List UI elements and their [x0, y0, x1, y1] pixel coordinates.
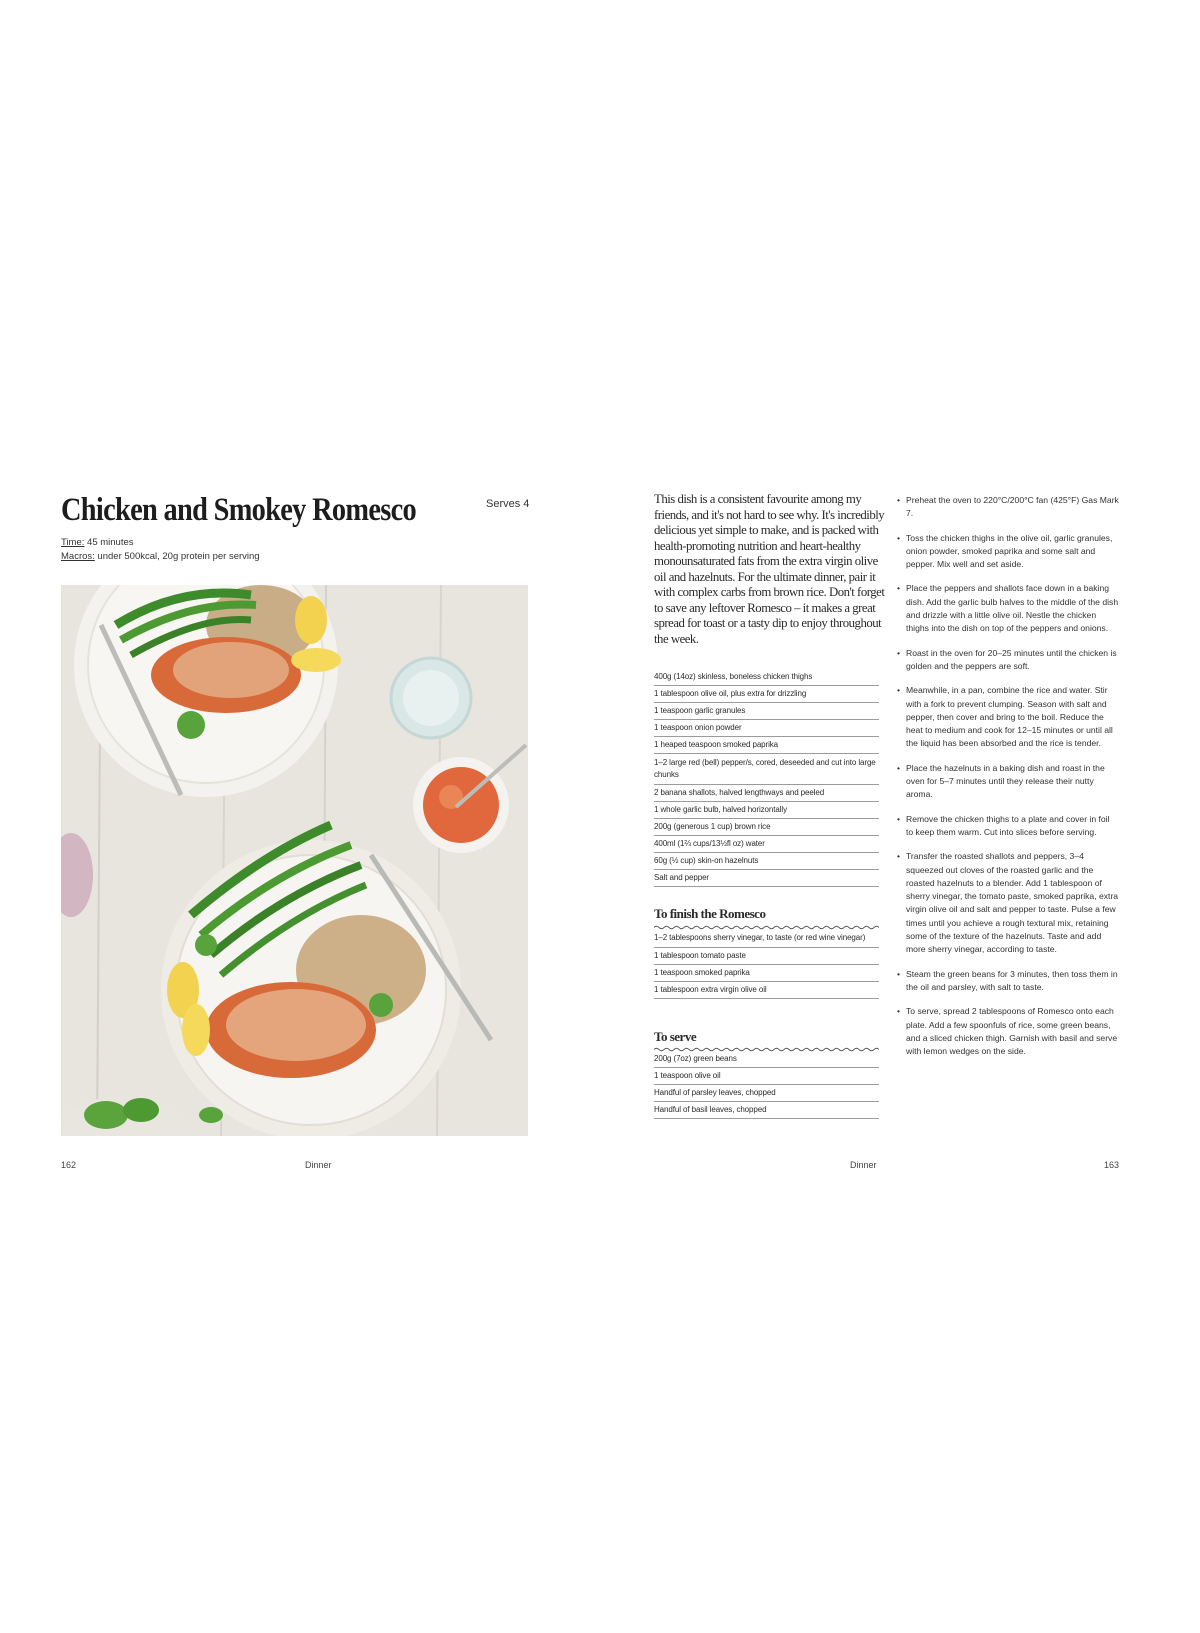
ingredients-list — [654, 669, 879, 887]
method-step: • Toss the chicken thighs in the olive oil, garlic granules, onion powder, smoked paprika and some salt and pepper. Mix well and set aside. — [897, 532, 1113, 570]
bullet-icon: • — [897, 685, 901, 696]
recipe-photo — [61, 585, 528, 1136]
ingredient-item: 2 banana shallots, halved lengthways and peeled — [654, 785, 879, 802]
time-info — [61, 537, 134, 548]
ingredient-item: 1 whole garlic bulb, halved horizontally — [654, 802, 879, 819]
ingredient-item: 400g (14oz) skinless, boneless chicken thighs — [654, 669, 879, 686]
bullet-icon: • — [897, 762, 901, 773]
bullet-icon: • — [897, 968, 901, 979]
page-number-left: 162 — [61, 1160, 77, 1170]
time-label: Time: — [61, 537, 85, 548]
page-number-right: 163 — [1104, 1160, 1120, 1170]
bullet-icon: • — [897, 1006, 901, 1017]
ingredient-item: 200g (generous 1 cup) brown rice — [654, 819, 879, 836]
bullet-icon: • — [897, 583, 901, 594]
serve-ingredients-list — [654, 1051, 879, 1119]
method-step: • Transfer the roasted shallots and peppers, 3–4 squeezed out cloves of the roasted garlic and the roasted hazelnuts to a blender. Add 1 tablespoon of sherry vinegar, the tomato paste, smoked paprika, extra virgin olive oil and salt and pepper to taste. Pulse a few times until you achieve a rough textural mix, retaining some of the texture of the hazelnuts. Taste and add more sherry vinegar, according to taste. — [897, 851, 1119, 955]
ingredient-item: 1 tablespoon olive oil, plus extra for drizzling — [654, 686, 879, 703]
ingredient-item: 1 teaspoon garlic granules — [654, 703, 879, 720]
method-step: • Meanwhile, in a pan, combine the rice and water. Stir with a fork to prevent clumping. Season with salt and pepper, then cover and bring to the boil. Reduce the heat to medium and cook for 12–15 minutes or until all the liquid has been absorbed and the rice is tender. — [897, 685, 1113, 749]
macros-value: under 500kcal, 20g protein per serving — [94, 551, 260, 562]
method-step: • Remove the chicken thighs to a plate and cover in foil to keep them warm. Cut into slices before serving. — [897, 813, 1110, 837]
method-steps — [897, 494, 1119, 1069]
bullet-icon: • — [897, 647, 901, 658]
bullet-icon: • — [897, 495, 901, 505]
bullet-icon: • — [897, 851, 901, 862]
ingredient-item: 400ml (1⅔ cups/13½fl oz) water — [654, 836, 879, 853]
method-step: • Place the peppers and shallots face down in a baking dish. Add the garlic bulb halves to the middle of the dish and drizzle with a little olive oil. Nestle the chicken thighs into the dish on top of the peppers and onions. — [897, 583, 1119, 634]
method-step: • Steam the green beans for 3 minutes, then toss them in the oil and parsley, with salt to taste. — [897, 968, 1118, 992]
time-value: 45 minutes — [84, 537, 134, 548]
section-label-left: Dinner — [305, 1160, 332, 1170]
serves-count: Serves 4 — [486, 498, 530, 510]
section-label-right: Dinner — [850, 1160, 877, 1170]
ingredient-item: Handful of basil leaves, chopped — [654, 1102, 879, 1119]
intro-paragraph: This dish is a consistent favourite among my friends, and it's not hard to see why. It's incredibly delicious yet simple to make, and is packed with health-promoting nutrition and heart-healthy monounsaturated fats from the extra virgin olive oil and hazelnuts. For the ultimate dinner, pair it with complex carbs from brown rice. Don't forget to save any leftover Romesco – it makes a great spread for toast or a tasty dip to enjoy throughout the week. — [654, 492, 885, 646]
ingredient-item: 200g (7oz) green beans — [654, 1051, 879, 1068]
method-step: • Place the hazelnuts in a baking dish and roast in the oven for 5–7 minutes until they release their nutty aroma. — [897, 762, 1105, 800]
macros-label: Macros: — [61, 551, 95, 562]
method-step: • Roast in the oven for 20–25 minutes until the chicken is golden and the peppers are soft. — [897, 647, 1117, 671]
food-illustration — [61, 585, 528, 1136]
serve-heading: To serve — [654, 1029, 697, 1044]
romesco-ingredients-list — [654, 929, 879, 999]
ingredient-item: 1 tablespoon extra virgin olive oil — [654, 982, 879, 999]
method-step: • Preheat the oven to 220°C/200°C fan (425°F) Gas Mark 7. — [897, 495, 1119, 519]
ingredient-item: 1 teaspoon onion powder — [654, 720, 879, 737]
ingredient-item: 60g (½ cup) skin-on hazelnuts — [654, 853, 879, 870]
ingredient-item: Handful of parsley leaves, chopped — [654, 1085, 879, 1102]
ingredient-item: 1 heaped teaspoon smoked paprika — [654, 737, 879, 754]
ingredient-item: Salt and pepper — [654, 870, 879, 887]
ingredient-item: 1 tablespoon tomato paste — [654, 948, 879, 965]
ingredient-item: 1–2 tablespoons sherry vinegar, to taste (or red wine vinegar) — [654, 929, 879, 948]
romesco-heading: To finish the Romesco — [654, 906, 766, 921]
recipe-title: Chicken and Smokey Romesco — [61, 492, 417, 528]
bullet-icon: • — [897, 532, 901, 543]
ingredient-item: 1 teaspoon olive oil — [654, 1068, 879, 1085]
ingredient-item: 1 teaspoon smoked paprika — [654, 965, 879, 982]
ingredient-item: 1–2 large red (bell) pepper/s, cored, deseeded and cut into large chunks — [654, 754, 879, 785]
bullet-icon: • — [897, 813, 901, 824]
macros-info — [61, 551, 260, 562]
method-step: • To serve, spread 2 tablespoons of Romesco onto each plate. Add a few spoonfuls of rice, some green beans, and a sliced chicken thigh. Garnish with basil and serve with lemon wedges on the side. — [897, 1006, 1118, 1057]
